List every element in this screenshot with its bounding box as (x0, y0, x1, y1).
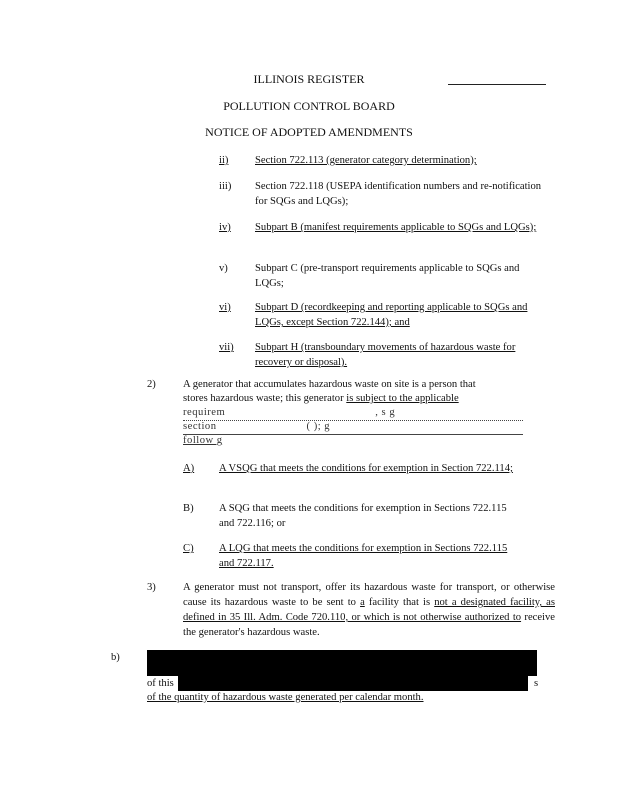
para2-number: 2) (147, 379, 156, 390)
subitem-label: vi) (219, 302, 231, 313)
item-text: A LQG that meets the conditions for exemption in Sections 722.115 and 722.117. (219, 543, 508, 569)
item-text: A VSQG that meets the conditions for exemption in Section 722.114; (219, 463, 513, 474)
para2-line2 (183, 391, 553, 406)
board-title: POLLUTION CONTROL BOARD (223, 99, 395, 113)
para2-line4-degraded: section ( ); g (183, 419, 523, 435)
redaction-strip (178, 676, 528, 691)
notice-title: NOTICE OF ADOPTED AMENDMENTS (205, 125, 413, 139)
item-label: A) (183, 463, 195, 474)
para2-line2-plain: stores hazardous waste; this generator (183, 393, 347, 404)
para2-line3-degraded: requirem , s g (183, 405, 523, 421)
subitem-text: Subpart B (manifest requirements applicable to SQGs and LQGs); (255, 222, 537, 233)
subitem-label: ii) (219, 155, 229, 166)
parab-line2-end: s (534, 678, 539, 689)
para3-number: 3) (147, 582, 156, 593)
subitem-text: Section 722.113 (generator category determination); (255, 155, 477, 166)
para2-line5-degraded: follow g (183, 435, 223, 446)
para2-line2-underlined: is subject to the applicable (346, 393, 459, 404)
subitem-text: Subpart C (pre-transport requirements applicable to SQGs and LQGs; (255, 263, 520, 289)
subitem-text: Subpart D (recordkeeping and reporting applicable to SQGs and LQGs, except Section 722.144); and (255, 302, 528, 328)
para3-text: A generator must not transport, offer its hazardous waste for transport, or otherwise cause its hazardous waste to be sent to a facility that is not a designated facility, as defined in 35 Ill. Adm. Code 720.110, or which is not otherwise authorized to receive the generator's hazardous waste. (183, 582, 555, 638)
subitem-label: v) (219, 263, 228, 274)
subitem-text: Subpart H (transboundary movements of hazardous waste for recovery or disposal). (255, 342, 516, 368)
subitem-label: vii) (219, 342, 234, 353)
redaction-block (147, 650, 537, 676)
item-label: C) (183, 543, 194, 554)
parab-number: b) (111, 652, 120, 663)
parab-line3: of the quantity of hazardous waste generated per calendar month. (147, 692, 424, 703)
subitem-label: iv) (219, 222, 231, 233)
para2-line1: A generator that accumulates hazardous waste on site is a person that (183, 379, 476, 390)
item-label: B) (183, 503, 194, 514)
header-rule (448, 84, 546, 85)
subitem-label: iii) (219, 181, 232, 192)
parab-line2-start: of this (147, 678, 174, 689)
item-text: A SQG that meets the conditions for exemption in Sections 722.115 and 722.116; or (219, 503, 507, 529)
subitem-text: Section 722.118 (USEPA identification numbers and re-notification for SQGs and LQGs); (255, 181, 542, 207)
register-title: ILLINOIS REGISTER (253, 72, 365, 86)
